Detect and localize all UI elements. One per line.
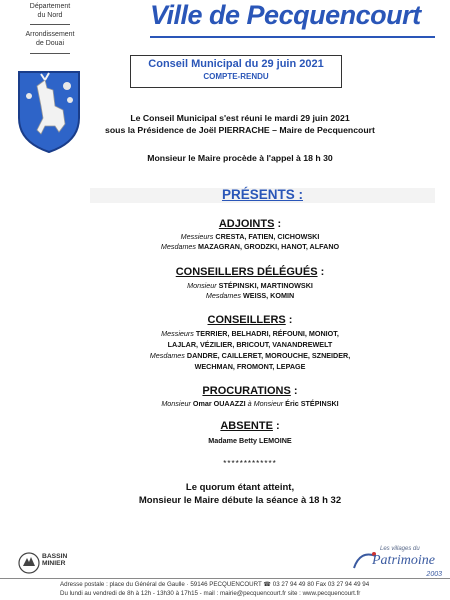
coat-of-arms-icon	[15, 66, 83, 154]
adjoints-line-2: Mesdames MAZAGRAN, GRODZKI, HANOT, ALFANO	[160, 242, 340, 251]
procurations-line-1: Monsieur Omar OUAAZZI à Monsieur Éric STÉPINSKI	[161, 399, 339, 408]
intro-line-1: Le Conseil Municipal s'est réuni le mardi 29 juin 2021	[130, 113, 350, 123]
bassin-minier-logo: BASSIN MINIER	[18, 552, 110, 580]
conseillers-heading: CONSEILLERS :	[207, 314, 293, 326]
conseillers-line-4: WECHMAN, FROMONT, LEPAGE	[194, 362, 306, 371]
adjoints-heading: ADJOINTS :	[218, 218, 282, 230]
divider	[30, 53, 70, 54]
session-title: Conseil Municipal du 29 juin 2021	[148, 58, 324, 70]
arrondissement-label: Arrondissement de Douai	[25, 31, 75, 47]
adjoints-line-1: Messieurs CRESTA, FATIEN, CICHOWSKI	[180, 232, 320, 241]
quorum-line-2: Monsieur le Maire débute la séance à 18 h 32	[138, 495, 342, 506]
session-subtitle: COMPTE-RENDU	[203, 72, 269, 81]
patrimoine-logo: Les villages du Patrimoine 2003	[350, 544, 446, 582]
divider	[30, 24, 70, 25]
quorum-line-1: Le quorum étant atteint,	[185, 482, 295, 493]
absente-heading: ABSENTE :	[220, 420, 280, 432]
conseillers-line-3: Mesdames DANDRE, CAILLERET, MOROUCHE, SZNEIDER,	[149, 351, 351, 360]
delegues-heading: CONSEILLERS DÉLÉGUÉS :	[175, 266, 325, 278]
footer-address: Adresse postale : place du Général de Gaulle · 59146 PECQUENCOURT ☎ 03 27 94 49 80 Fax 03 27 94 49 94	[60, 581, 370, 588]
roll-call-line: Monsieur le Maire procède à l'appel à 18 h 30	[147, 153, 333, 163]
conseillers-line-1: Messieurs TERRIER, BELHADRI, RÉFOUNI, MONIOT,	[161, 329, 339, 338]
conseillers-line-2: LAJLAR, VÉZILIER, BRICOUT, VANANDREWELT	[167, 340, 333, 349]
bassin-minier-icon	[18, 552, 40, 574]
delegues-line-1: Monsieur STÉPINSKI, MARTINOWSKI	[187, 281, 313, 290]
page-title: Ville de Pecquencourt	[150, 0, 421, 30]
procurations-heading: PROCURATIONS :	[202, 385, 298, 397]
footer-hours: Du lundi au vendredi de 8h à 12h - 13h30 à 17h15 - mail : mairie@pecquencourt.fr site : www.pecquencourt.fr	[60, 590, 361, 597]
footer-divider	[0, 578, 450, 579]
department-label: Département du Nord	[29, 3, 71, 19]
title-underline	[150, 36, 435, 38]
separator-stars: *************	[223, 459, 277, 468]
absente-line-1: Madame Betty LEMOINE	[208, 436, 292, 445]
intro-line-2: sous la Présidence de Joël PIERRACHE – Maire de Pecquencourt	[105, 125, 375, 135]
delegues-line-2: Mesdames WEISS, KOMIN	[205, 291, 295, 300]
presents-heading: PRÉSENTS :	[221, 187, 303, 202]
session-box	[130, 55, 342, 88]
